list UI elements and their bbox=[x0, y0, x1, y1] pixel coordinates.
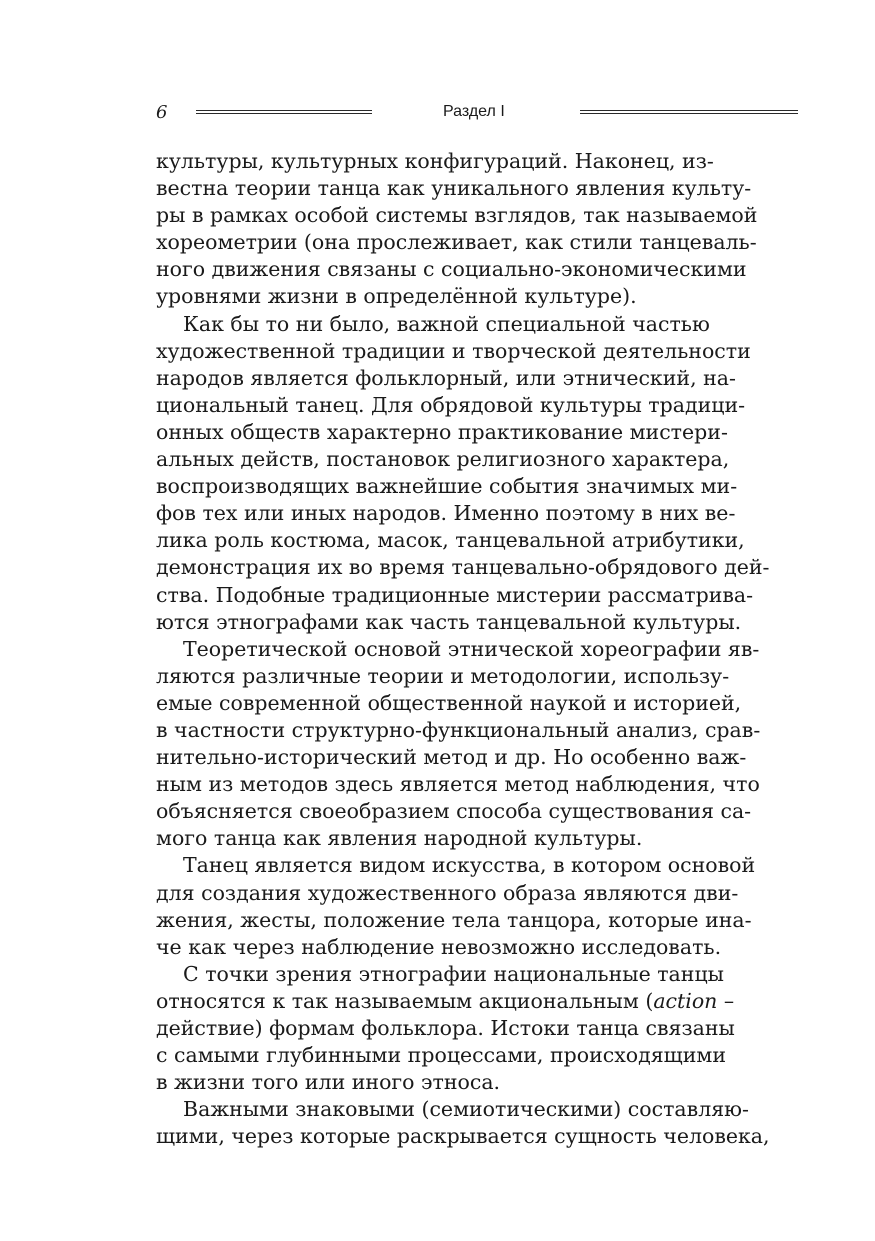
text-line: вестна теории танца как уникального явления культу- bbox=[156, 176, 752, 201]
text-line: С точки зрения этнографии национальные танцы bbox=[183, 961, 724, 986]
text-line: художественной традиции и творческой деятельности bbox=[156, 338, 751, 363]
text-line: ным из методов здесь является метод наблюдения, что bbox=[156, 772, 760, 797]
text-line: фов тех или иных народов. Именно поэтому в них ве- bbox=[156, 501, 736, 526]
text-line: народов является фольклорный, или этнический, на- bbox=[156, 365, 736, 390]
paragraph-6 bbox=[156, 1096, 798, 1150]
text-line: жения, жесты, положение тела танцора, которые ина- bbox=[156, 907, 752, 932]
text-line: объясняется своеобразием способа существования са- bbox=[156, 799, 752, 824]
text-line: для создания художественного образа являются дви- bbox=[156, 880, 739, 905]
text-line: циональный танец. Для обрядовой культуры традици- bbox=[156, 392, 746, 417]
text-line: демонстрация их во время танцевально-обрядового дей- bbox=[156, 555, 770, 580]
paragraph-5 bbox=[156, 961, 798, 1096]
paragraph-1 bbox=[156, 148, 798, 311]
text-line: уровнями жизни в определённой культуре). bbox=[156, 284, 637, 309]
text-line: нительно-исторический метод и др. Но особенно важ- bbox=[156, 745, 747, 770]
running-head bbox=[156, 100, 798, 126]
text-line: действие) формам фольклора. Истоки танца связаны bbox=[156, 1016, 735, 1040]
italic-term: action bbox=[653, 988, 718, 1013]
text-line: че как через наблюдение невозможно исследовать. bbox=[156, 934, 722, 959]
text-line: щими, через которые раскрывается сущность человека, bbox=[156, 1124, 770, 1149]
text-line: Как бы то ни было, важной специальной частью bbox=[183, 311, 710, 336]
text-line: хореометрии (она прослеживает, как стили танцеваль- bbox=[156, 230, 757, 255]
text-line: культуры, культурных конфигураций. Наконец, из- bbox=[156, 149, 714, 173]
text-line: альных действ, постановок религиозного характера, bbox=[156, 447, 730, 472]
text-line-with-italic bbox=[156, 988, 798, 1015]
text-line: ства. Подобные традиционные мистерии рассматрива- bbox=[156, 582, 754, 607]
text-line: ляются различные теории и методологии, использу- bbox=[156, 663, 730, 688]
text-line: онных обществ характерно практикование мистери- bbox=[156, 419, 728, 444]
text-line: Танец является видом искусства, в котором основой bbox=[183, 853, 756, 878]
paragraph-4 bbox=[156, 852, 798, 960]
section-title: Раздел I bbox=[443, 103, 505, 120]
text-line: ются этнографами как часть танцевальной культуры. bbox=[156, 609, 742, 634]
paragraph-2 bbox=[156, 311, 798, 636]
paragraph-3 bbox=[156, 636, 798, 853]
text-fragment: – bbox=[717, 988, 735, 1013]
text-fragment: относятся к так называемым акциональным ( bbox=[156, 988, 654, 1013]
text-line: емые современной общественной наукой и историей, bbox=[156, 690, 742, 715]
text-line: с самыми глубинными процессами, происходящими bbox=[156, 1043, 727, 1068]
header-rule-right bbox=[580, 110, 798, 111]
text-line: мого танца как явления народной культуры. bbox=[156, 826, 643, 851]
text-line: Важными знаковыми (семиотическими) составляю- bbox=[183, 1097, 749, 1122]
text-line: Теоретической основой этнической хореографии яв- bbox=[183, 636, 760, 661]
text-line: воспроизводящих важнейшие события значимых ми- bbox=[156, 474, 738, 499]
text-line: ного движения связаны с социально-экономическими bbox=[156, 257, 747, 282]
body-text bbox=[156, 148, 798, 1150]
header-rule-left bbox=[196, 110, 372, 111]
page-number: 6 bbox=[156, 102, 168, 123]
text-line: ры в рамках особой системы взглядов, так называемой bbox=[156, 203, 758, 228]
text-line: лика роль костюма, масок, танцевальной атрибутики, bbox=[156, 528, 745, 553]
text-line: в жизни того или иного этноса. bbox=[156, 1070, 501, 1095]
text-line: в частности структурно-функциональный анализ, срав- bbox=[156, 717, 761, 742]
